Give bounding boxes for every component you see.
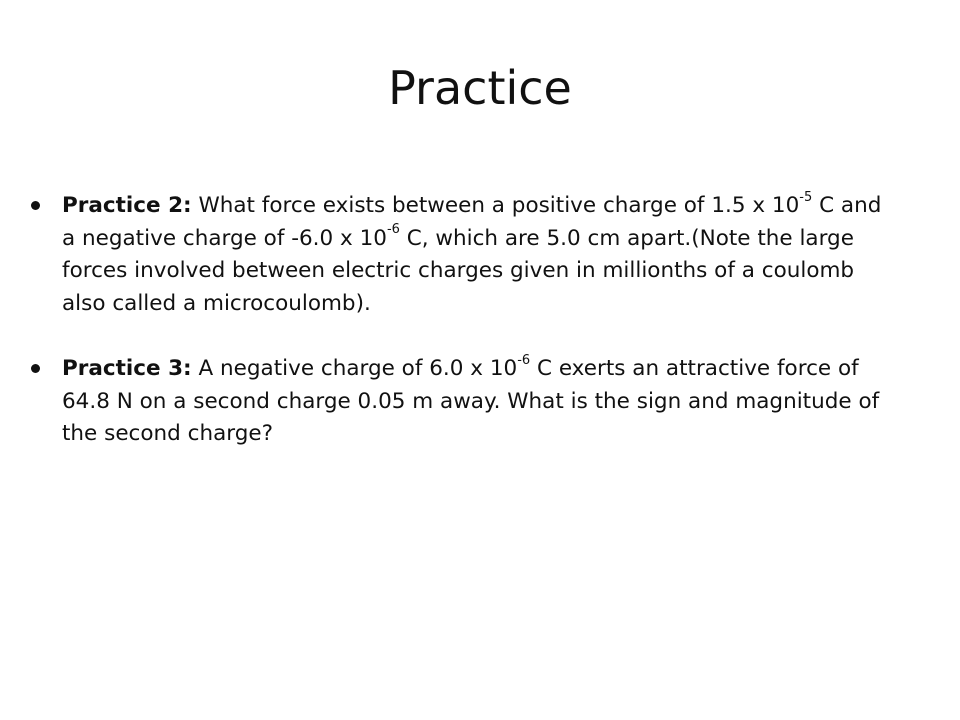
bullet-icon — [31, 201, 40, 210]
bullet-list — [28, 190, 888, 451]
practice-2-label: Practice 2: — [62, 193, 192, 218]
bullet-icon — [31, 364, 40, 373]
practice-2-text-part2: C and a negative charge of -6.0 x 10 — [62, 193, 882, 251]
practice-2-exponent-1: -5 — [799, 189, 813, 205]
practice-3-text-part2: C exerts an attractive force of 64.8 N on a second charge 0.05 m away. What is the sign and magnitude of the second charge? — [62, 356, 880, 446]
practice-2-text-part1: What force exists between a positive charge of 1.5 x 10 — [191, 193, 800, 218]
practice-2-exponent-2: -6 — [386, 222, 400, 238]
practice-3-item — [28, 353, 888, 451]
practice-3-label: Practice 3: — [62, 356, 192, 381]
practice-2-text-part3: C, which are 5.0 cm apart.(Note the large forces involved between electric charges given in millionths of a coulomb also called a microcoulomb). — [62, 225, 855, 316]
practice-2-item — [28, 190, 888, 320]
practice-3-exponent-1: -6 — [517, 352, 531, 368]
practice-3-text-part1: A negative charge of 6.0 x 10 — [191, 356, 518, 381]
slide-title: Practice — [388, 61, 572, 115]
